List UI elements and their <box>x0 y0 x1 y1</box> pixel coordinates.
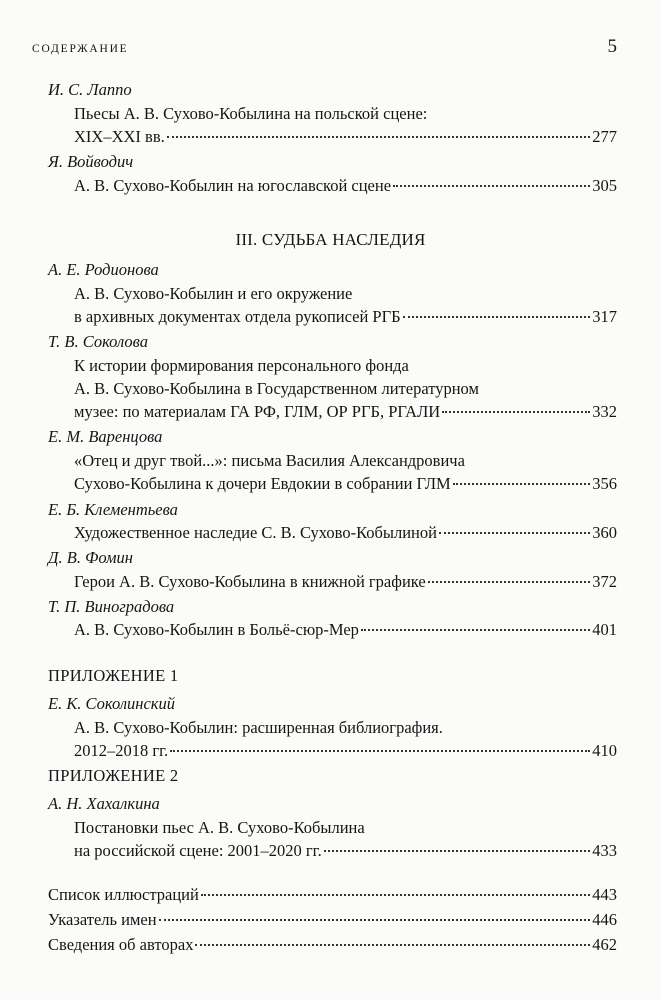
toc-entry-appendix2[interactable] <box>74 841 617 861</box>
dot-leader <box>324 849 591 852</box>
running-head: СОДЕРЖАНИЕ <box>32 43 129 55</box>
entry-title-line: Герои А. В. Сухово-Кобылина в книжной графике <box>74 572 426 591</box>
toc-entry-fomin[interactable] <box>74 572 617 592</box>
dot-leader <box>195 943 590 946</box>
entry-title-line: А. В. Сухово-Кобылина в Государственном литературном <box>74 379 479 398</box>
entry-title-line: 2012–2018 гг. <box>74 741 169 760</box>
page-number: 5 <box>607 36 617 57</box>
entry-title-line: Указатель имен <box>48 910 157 929</box>
dot-leader <box>442 410 590 413</box>
entry-title-line: в архивных документах отдела рукописей РГБ <box>74 307 401 326</box>
entry-title-line: Сведения об авторах <box>48 935 194 954</box>
entry-page-number: 332 <box>592 402 617 421</box>
page-header <box>32 36 617 58</box>
toc-entry-sokolova[interactable] <box>74 402 617 422</box>
dot-leader <box>167 135 591 138</box>
entry-page-number: 410 <box>592 741 617 760</box>
toc-entry-varentsova[interactable] <box>74 474 617 494</box>
dot-leader <box>428 580 591 583</box>
toc-entry-lappo[interactable] <box>74 127 617 147</box>
entry-author: А. Е. Родионова <box>48 260 159 279</box>
entry-page-number: 462 <box>592 935 617 954</box>
dot-leader <box>393 184 590 187</box>
entry-author: Е. К. Соколинский <box>48 694 176 713</box>
entry-author: А. Н. Хахалкина <box>48 794 160 813</box>
entry-author: Я. Войводич <box>48 152 134 171</box>
entry-page-number: 401 <box>592 620 617 639</box>
entry-title-line: «Отец и друг твой...»: письма Василия Александровича <box>74 451 465 470</box>
entry-page-number: 446 <box>592 910 617 929</box>
entry-title-line: XIX–XXI вв. <box>74 127 165 146</box>
dot-leader <box>201 893 590 896</box>
entry-page-number: 305 <box>592 176 617 195</box>
entry-title-line: музее: по материалам ГА РФ, ГЛМ, ОР РГБ, РГАЛИ <box>74 402 441 421</box>
toc-entry-rodionova[interactable] <box>74 307 617 327</box>
dot-leader <box>439 531 590 534</box>
entry-page-number: 443 <box>592 885 617 904</box>
dot-leader <box>403 315 591 318</box>
entry-title-line: Список иллюстраций <box>48 885 199 904</box>
toc-entry-voyvodich[interactable] <box>74 176 617 196</box>
entry-author: Т. В. Соколова <box>48 332 148 351</box>
toc-entry-appendix1[interactable] <box>74 741 617 761</box>
dot-leader <box>361 628 590 631</box>
entry-author: Е. Б. Клементьева <box>48 500 178 519</box>
toc-entry-about-authors[interactable] <box>48 935 617 955</box>
toc-entry-vinogradova[interactable] <box>74 620 617 640</box>
entry-author: Т. П. Виноградова <box>48 597 175 616</box>
dot-leader <box>453 482 591 485</box>
entry-title-line: Художественное наследие С. В. Сухово-Кобылиной <box>74 523 437 542</box>
dot-leader <box>170 749 590 752</box>
entry-page-number: 317 <box>592 307 617 326</box>
entry-page-number: 433 <box>592 841 617 860</box>
entry-page-number: 372 <box>592 572 617 591</box>
appendix-heading: ПРИЛОЖЕНИЕ 2 <box>48 766 179 785</box>
entry-author: Е. М. Варенцова <box>48 427 163 446</box>
section-heading: III. СУДЬБА НАСЛЕДИЯ <box>235 230 426 249</box>
entry-title-line: Пьесы А. В. Сухово-Кобылина на польской сцене: <box>74 104 428 123</box>
entry-page-number: 360 <box>592 523 617 542</box>
entry-title-line: К истории формирования персонального фонда <box>74 356 409 375</box>
entry-author: Д. В. Фомин <box>48 548 133 567</box>
toc-entry-illustrations[interactable] <box>48 885 617 905</box>
toc-entry-name-index[interactable] <box>48 910 617 930</box>
appendix-heading: ПРИЛОЖЕНИЕ 1 <box>48 666 179 685</box>
entry-page-number: 277 <box>592 127 617 146</box>
entry-title-line: Сухово-Кобылина к дочери Евдокии в собрании ГЛМ <box>74 474 451 493</box>
entry-title-line: А. В. Сухово-Кобылин и его окружение <box>74 284 353 303</box>
entry-title-line: А. В. Сухово-Кобылин: расширенная библиография. <box>74 718 443 737</box>
entry-title-line: Постановки пьес А. В. Сухово-Кобылина <box>74 818 365 837</box>
dot-leader <box>159 918 591 921</box>
entry-title-line: А. В. Сухово-Кобылин в Больё-сюр-Мер <box>74 620 359 639</box>
entry-title-line: А. В. Сухово-Кобылин на югославской сцене <box>74 176 392 195</box>
entry-title-line: на российской сцене: 2001–2020 гг. <box>74 841 322 860</box>
entry-page-number: 356 <box>592 474 617 493</box>
toc-entry-klementyeva[interactable] <box>74 523 617 543</box>
entry-author: И. С. Лаппо <box>48 80 132 99</box>
